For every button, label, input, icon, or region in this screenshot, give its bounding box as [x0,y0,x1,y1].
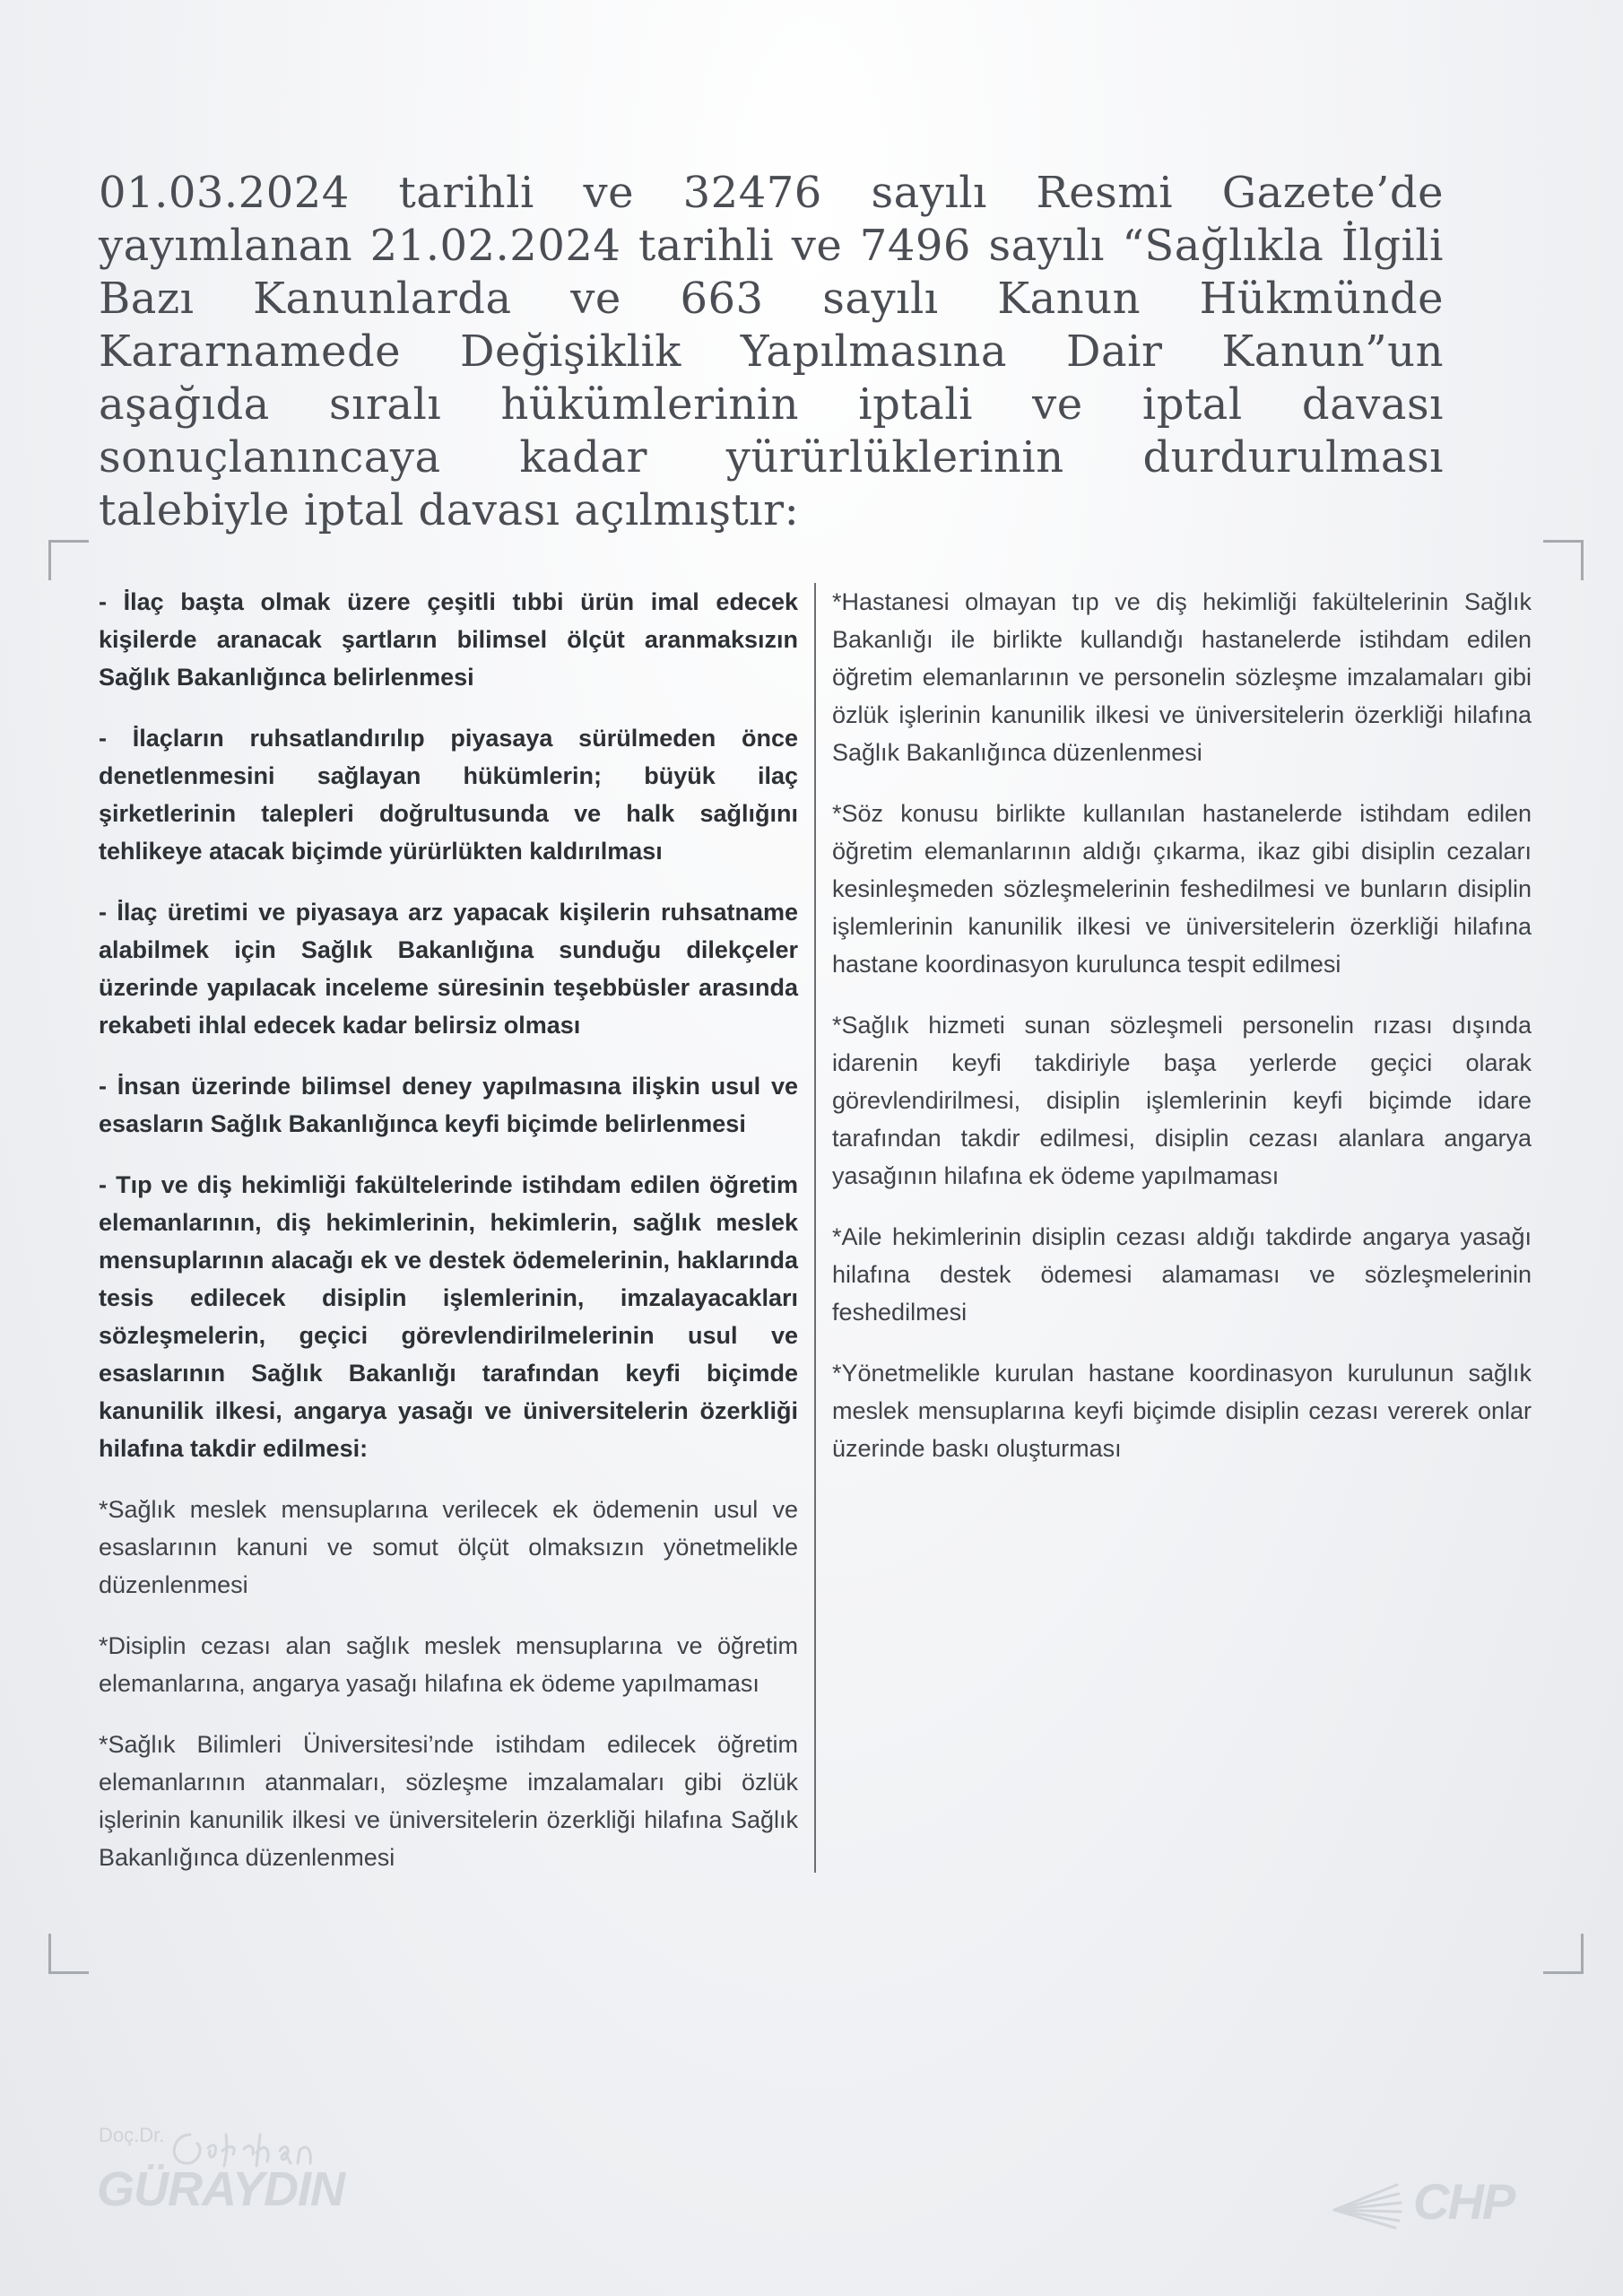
list-item: - İlaç başta olmak üzere çeşitli tıbbi ürün imal edecek kişilerde aranacak şartların bilimsel ölçüt aranmaksızın Sağlık Bakanlığınca belirlenmesi [99,588,798,691]
column-divider [814,583,816,1873]
list-item: - İlaç üretimi ve piyasaya arz yapacak kişilerin ruhsatname alabilmek için Sağlık Bakanlığına sunduğu dilekçeler üzerinde yapılacak inceleme süresinin teşebbüsler arasında rekabeti ihlal edecek kadar belirsiz olması [99,899,798,1039]
list-item: - İnsan üzerinde bilimsel deney yapılmasına ilişkin usul ve esasların Sağlık Bakanlığınca keyfi biçimde belirlenmesi [99,1073,798,1137]
list-item: *Hastanesi olmayan tıp ve diş hekimliği fakültelerinin Sağlık Bakanlığı ile birlikte kullandığı hastanelerde istihdam edilen öğretim elemanlarının ve personelin sözleşme imzalamaları gibi özlük işlerinin kanunilik ilkesi ve üniversitelerin özerkliği hilafına Sağlık Bakanlığınca düzenlenmesi [832,588,1532,766]
corner-mark-top-left [48,540,89,580]
author-name: GÜRAYDIN [97,2162,345,2216]
list-item: *Sağlık meslek mensuplarına verilecek ek ödemenin usul ve esaslarının kanuni ve somut ölçüt olmaksızın yönetmelikle düzenlenmesi [99,1496,798,1598]
list-item: *Disiplin cezası alan sağlık meslek mensuplarına ve öğretim elemanlarına, angarya yasağı hilafına ek ödeme yapılmaması [99,1632,798,1697]
corner-mark-top-right [1543,540,1584,580]
list-item: *Söz konusu birlikte kullanılan hastanelerde istihdam edilen öğretim elemanlarının aldığı çıkarma, ikaz gibi disiplin cezaları kesinleşmeden sözleşmelerinin feshedilmesi ve bunların disiplin işlemlerinin kanunilik ilkesi ve üniversitelerin özerkliği hilafına hastane koordinasyon kurulunca tespit edilmesi [832,800,1532,978]
list-item: *Sağlık hizmeti sunan sözleşmeli personelin rızası dışında idarenin keyfi takdiriyle başa yerlerde geçici olarak görevlendirilmesi, disiplin işlemlerinin keyfi biçimde idare tarafından takdir edilmesi, disiplin cezası alanlara angarya yasağının hilafına ek ödeme yapılmaması [832,1012,1532,1189]
party-name: CHP [1413,2173,1515,2230]
list-item: - İlaçların ruhsatlandırılıp piyasaya sürülmeden önce denetlenmesini sağlayan hükümlerin; büyük ilaç şirketlerinin talepleri doğrultusunda ve halk sağlığını tehlikeye atacak biçimde yürürlükten kaldırılması [99,725,798,865]
list-item: *Sağlık Bilimleri Üniversitesi’nde istihdam edilecek öğretim elemanlarının atanmaları, sözleşme imzalamaları gibi özlük işlerinin kanunilik ilkesi ve üniversitelerin özerkliği hilafına Sağlık Bakanlığınca düzenlenmesi [99,1731,798,1871]
left-column [99,583,798,1900]
party-logo [1325,2170,1541,2233]
list-item: - Tıp ve diş hekimliği fakültelerinde istihdam edilen öğretim elemanlarının, diş hekimlerinin, hekimlerin, sağlık meslek mensuplarının alacağı ek ve destek ödemelerinin, haklarında tesis edilecek disiplin işlemlerinin, imzalayacakları sözleşmelerin, geçici görevlendirilmelerinin usul ve esaslarının Sağlık Bakanlığı tarafından keyfi biçimde kanunilik ilkesi, angarya yasağı ve üniversitelerin özerkliği hilafına takdir edilmesi: [99,1171,798,1462]
arrows-icon [1325,2176,1406,2230]
document-heading: 01.03.2024 tarihli ve 32476 sayılı Resmi Gazete’de yayımlanan 21.02.2024 tarihli ve 7496 sayılı “Sağlıkla İlgili Bazı Kanunlarda ve 663 sayılı Kanun Hükmünde Kararnamede Değişiklik Yapılmasına Dair Kanun”un aşağıda sıralı hükümlerinin iptali ve iptal davası sonuçlanıncaya kadar yürürlüklerinin durdurulması talebiyle iptal davası açılmıştır: [99,168,1444,535]
corner-mark-bottom-left [48,1934,89,1974]
list-item: *Yönetmelikle kurulan hastane koordinasyon kurulunun sağlık meslek mensuplarına keyfi biçimde disiplin cezası vererek onlar üzerinde baskı oluşturması [832,1360,1532,1462]
corner-mark-bottom-right [1543,1934,1584,1974]
author-logo [97,2117,366,2215]
author-title: Doç.Dr. [99,2124,165,2146]
right-column [832,583,1532,1491]
list-item: *Aile hekimlerinin disiplin cezası aldığı takdirde angarya yasağı hilafına destek ödemesi alamaması ve sözleşmelerinin feshedilmesi [832,1223,1532,1326]
